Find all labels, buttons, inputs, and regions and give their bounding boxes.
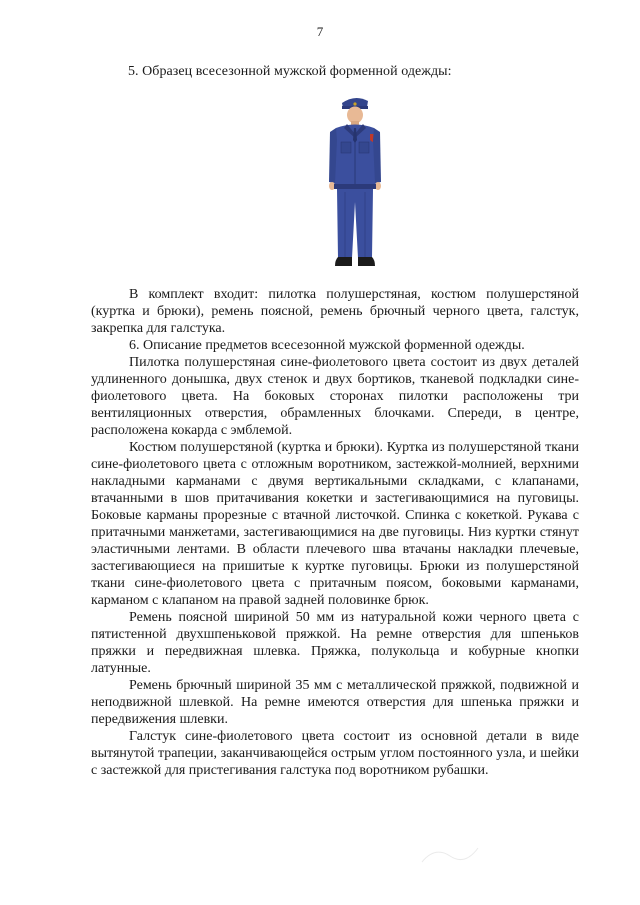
jacket-hem	[334, 184, 376, 189]
document-body	[91, 286, 579, 779]
paragraph-waist-belt: Ремень поясной шириной 50 мм из натуральной кожи черного цвета с пятистенной двухшпеньковой пряжкой. На ремне отверстия для шпеньков пряжки и передвижная шлевка. Пряжка, полукольца и кобурные кнопки латунные.	[91, 610, 579, 676]
figure-face	[347, 107, 363, 124]
paragraph-section-6-heading: 6. Описание предметов всесезонной мужской форменной одежды.	[129, 338, 525, 353]
page-number: 7	[316, 24, 324, 39]
paragraph-suit-description: Костюм полушерстяной (куртка и брюки). Куртка из полушерстяной ткани сине-фиолетового цвета с отложным воротником, застежкой-молнией, верхними накладными карманами с двумя вертикальными складками, с клапанами, втачанными в шов притачивания кокетки и застегивающимися на пуговицы. Боковые карманы прорезные с втачной листочкой. Спинка с кокеткой. Рукава с притачными манжетами, застегивающимися на две пуговицы. Низ куртки стянут эластичными лентами. В области плечевого шва втачаны накладки плечевые, застегивающиеся на пришитые к куртке пуговицы. Брюки из полушерстяной ткани сине-фиолетового цвета с притачным поясом, боковыми карманами, карманом с клапаном на правой задней половинке брюк.	[91, 440, 579, 608]
uniform-trousers	[337, 189, 373, 258]
figure-left-boot	[335, 257, 352, 266]
jacket-left-pocket	[341, 142, 351, 153]
uniform-illustration	[320, 92, 390, 272]
section-heading: 5. Образец всесезонной мужской форменной одежды:	[128, 64, 452, 79]
paragraph-trouser-belt: Ремень брючный шириной 35 мм с металлической пряжкой, подвижной и неподвижной шлевкой. На ремне имеются отверстия для шпенька пряжки и передвижения шлевки.	[91, 678, 579, 727]
paragraph-tie: Галстук сине-фиолетового цвета состоит из основной детали в виде вытянутой трапеции, заканчивающейся острым углом постоянного узла, и шейки с застежкой для пристегивания галстука под воротником рубашки.	[91, 729, 579, 778]
figure-right-boot	[358, 257, 375, 266]
paragraph-cap-description: Пилотка полушерстяная сине-фиолетового цвета состоит из двух деталей удлиненного донышка, двух стенок и двух бортиков, тканевой подкладки сине-фиолетового цвета. На боковых сторонах пилотки расположены три вентиляционных отверстия, обрамленных блочками. Спереди, в центре, расположена кокарда с эмблемой.	[91, 355, 579, 438]
paragraph-kit-contents: В комплект входит: пилотка полушерстяная, костюм полушерстяной (куртка и брюки), ремень поясной, ремень брючный черного цвета, галстук, закрепка для галстука.	[91, 287, 579, 336]
jacket-right-pocket	[359, 142, 369, 153]
scan-artifact	[420, 842, 480, 866]
cap-cockade	[353, 102, 356, 105]
